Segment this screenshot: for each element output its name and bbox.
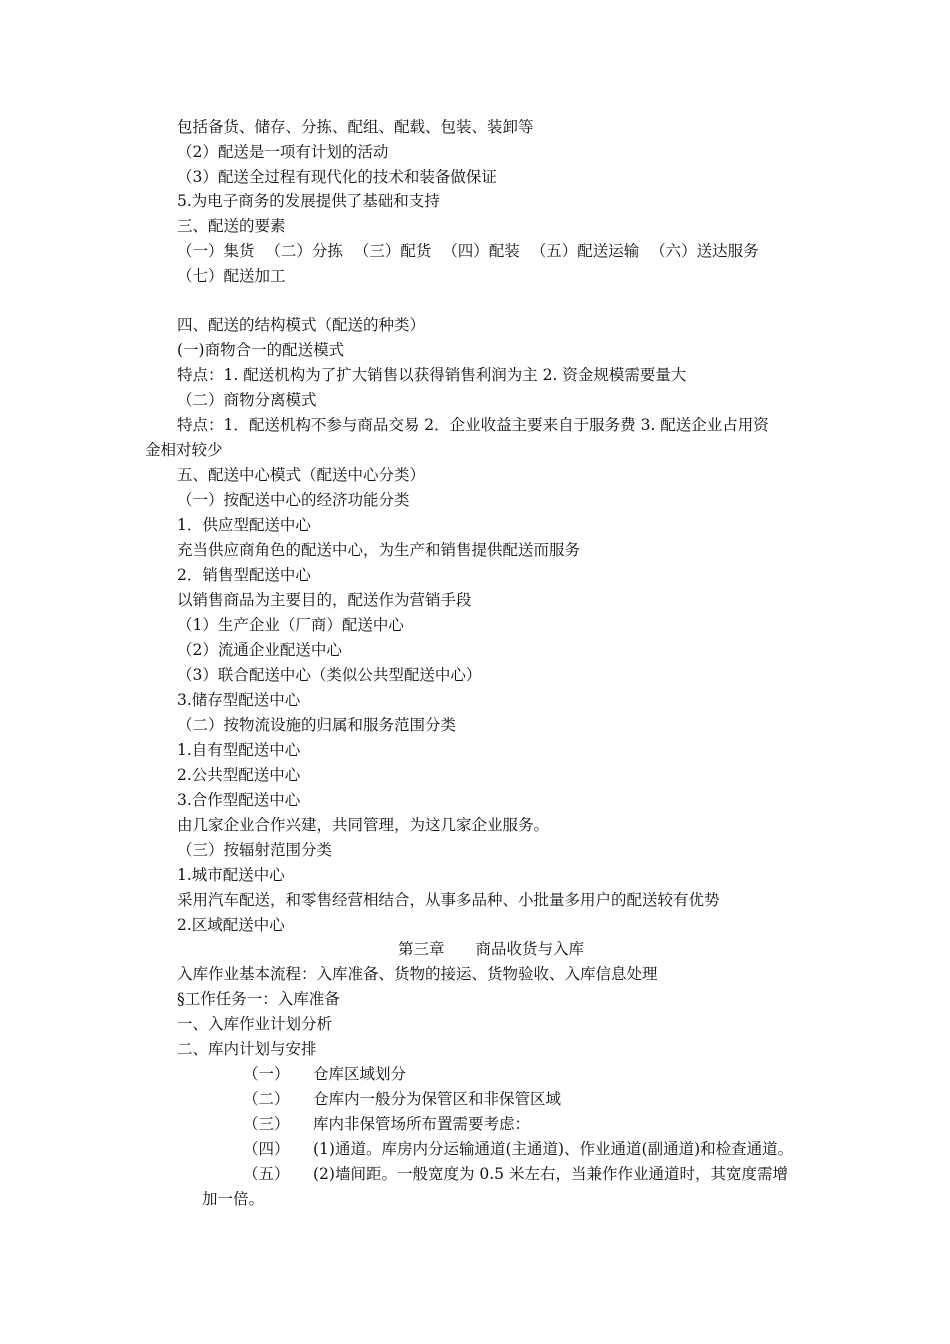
text-line: (一)商物合一的配送模式	[177, 341, 345, 359]
section-heading: 四、配送的结构模式（配送的种类）	[177, 316, 426, 334]
text-line: （1）生产企业（厂商）配送中心	[177, 616, 404, 634]
text-line: （2）配送是一项有计划的活动	[177, 143, 389, 161]
text-line: （二）按物流设施的归属和服务范围分类	[177, 716, 457, 734]
list-item-number: （三）	[243, 1115, 290, 1133]
text-line: 充当供应商角色的配送中心，为生产和销售提供配送而服务	[177, 541, 581, 559]
list-item-text: 仓库内一般分为保管区和非保管区域	[313, 1090, 562, 1108]
list-item-text: 库内非保管场所布置需要考虑：	[313, 1115, 531, 1133]
list-item-number: （一）	[243, 1065, 290, 1083]
text-line: （3）联合配送中心（类似公共型配送中心）	[177, 666, 482, 684]
text-line: 2.公共型配送中心	[177, 766, 301, 784]
text-line: 金相对较少	[145, 441, 223, 459]
list-item-continuation: 加一倍。	[202, 1190, 265, 1208]
list-item-text: (1)通道。库房内分运输通道(主通道)、作业通道(副通道)和检查通道。	[313, 1140, 794, 1158]
section-heading: 三、配送的要素	[177, 217, 286, 235]
text-line: 2．销售型配送中心	[177, 566, 311, 584]
section-heading: 一、入库作业计划分析	[177, 1015, 333, 1033]
text-line: 5.为电子商务的发展提供了基础和支持	[177, 192, 440, 210]
text-line: （七）配送加工	[177, 267, 286, 285]
list-item-number: （四）	[243, 1140, 290, 1158]
text-line: 包括备货、储存、分拣、配组、配载、包装、装卸等	[177, 118, 534, 136]
text-line: （三）按辐射范围分类	[177, 841, 333, 859]
list-item-number: （二）	[243, 1090, 290, 1108]
text-line: （二）商物分离模式	[177, 391, 317, 409]
list-item-text: 仓库区域划分	[313, 1065, 407, 1083]
text-line: §工作任务一：入库准备	[177, 990, 340, 1008]
text-line: （一）集货 （二）分拣 （三）配货 （四）配装 （五）配送运输 （六）送达服务	[177, 242, 759, 260]
text-line: 采用汽车配送，和零售经营相结合，从事多品种、小批量多用户的配送较有优势	[177, 891, 720, 909]
text-line: 特点：1. 配送机构为了扩大销售以获得销售利润为主 2. 资金规模需要量大	[177, 366, 687, 384]
text-line: （2）流通企业配送中心	[177, 641, 342, 659]
text-line: 3.合作型配送中心	[177, 791, 301, 809]
section-heading: 五、配送中心模式（配送中心分类）	[177, 466, 426, 484]
list-item-text: (2)墙间距。一般宽度为 0.5 米左右，当兼作作业通道时，其宽度需增	[313, 1165, 788, 1183]
text-line: 1.城市配送中心	[177, 866, 285, 884]
text-line: （3）配送全过程有现代化的技术和装备做保证	[177, 168, 497, 186]
text-line: 1.自有型配送中心	[177, 741, 301, 759]
text-line: 入库作业基本流程：入库准备、货物的接运、货物验收、入库信息处理	[177, 965, 658, 983]
text-line: 特点：1．配送机构不参与商品交易 2．企业收益主要来自于服务费 3. 配送企业占用资	[177, 416, 769, 434]
chapter-title: 第三章 商品收货与入库	[398, 940, 585, 958]
section-heading: 二、库内计划与安排	[177, 1040, 317, 1058]
text-line: 1．供应型配送中心	[177, 516, 311, 534]
text-line: 3.储存型配送中心	[177, 691, 301, 709]
text-line: 2.区域配送中心	[177, 916, 285, 934]
text-line: 由几家企业合作兴建，共同管理，为这几家企业服务。	[177, 816, 550, 834]
text-line: （一）按配送中心的经济功能分类	[177, 491, 410, 509]
text-line: 以销售商品为主要目的，配送作为营销手段	[177, 591, 472, 609]
list-item-number: （五）	[243, 1165, 290, 1183]
